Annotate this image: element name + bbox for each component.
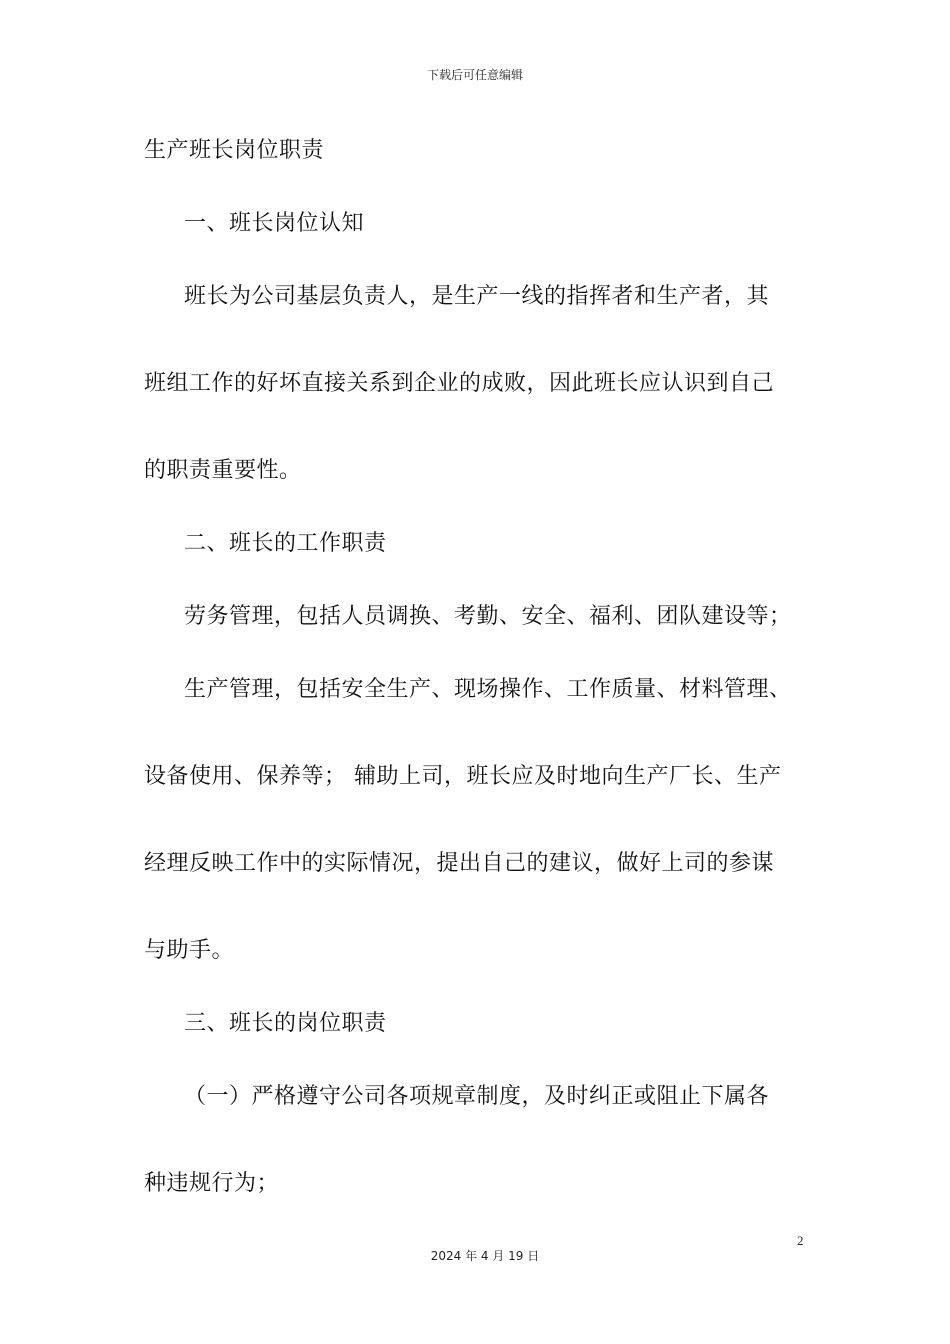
paragraph-line: 种违规行为； xyxy=(144,1171,280,1196)
paragraph-line: 劳务管理，包括人员调换、考勤、安全、福利、团队建设等； xyxy=(184,604,792,629)
paragraph-line: 班长为公司基层负责人，是生产一线的指挥者和生产者，其 xyxy=(184,284,770,309)
document-title: 生产班长岗位职责 xyxy=(144,138,325,163)
page-number: 2 xyxy=(797,1233,804,1248)
paragraph-line: 班组工作的好坏直接关系到企业的成败，因此班长应认识到自己 xyxy=(144,371,775,396)
section-heading-1: 一、班长岗位认知 xyxy=(184,211,365,236)
paragraph-line: 的职责重要性。 xyxy=(144,458,302,483)
paragraph-line: 经理反映工作中的实际情况，提出自己的建议，做好上司的参谋 xyxy=(144,851,775,876)
header-note: 下载后可任意编辑 xyxy=(426,68,523,82)
footer-date: 2024 年 4 月 19 日 xyxy=(430,1249,540,1263)
paragraph-line: （一）严格遵守公司各项规章制度，及时纠正或阻止下属各 xyxy=(184,1084,770,1109)
paragraph-line: 设备使用、保养等； 辅助上司，班长应及时地向生产厂长、生产 xyxy=(144,764,782,789)
section-heading-2: 二、班长的工作职责 xyxy=(184,531,387,556)
paragraph-line: 生产管理，包括安全生产、现场操作、工作质量、材料管理、 xyxy=(184,677,792,702)
paragraph-line: 与助手。 xyxy=(144,938,235,963)
section-heading-3: 三、班长的岗位职责 xyxy=(184,1011,387,1036)
